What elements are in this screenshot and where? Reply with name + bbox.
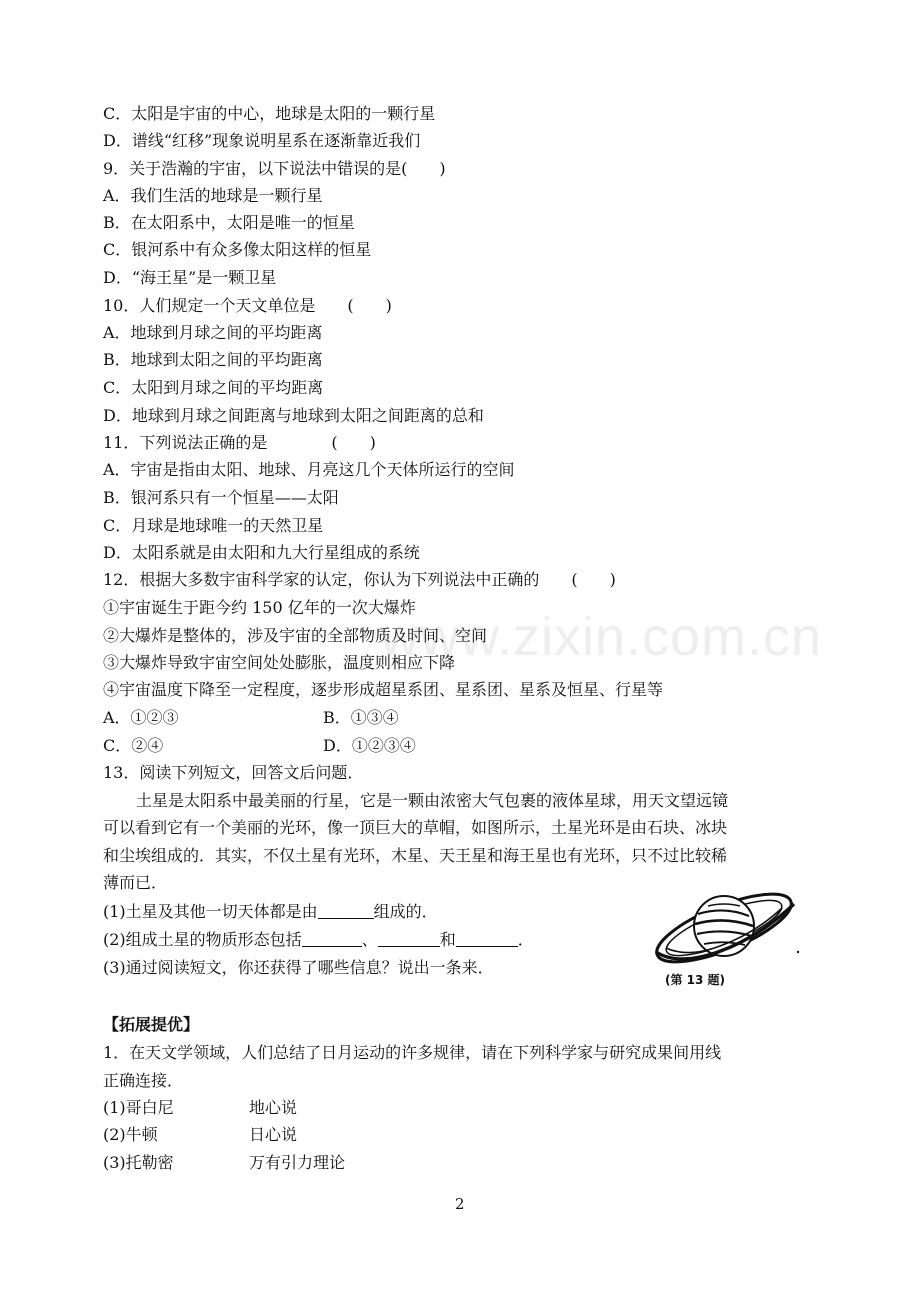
q12-option-a: A．①②③	[103, 708, 179, 727]
q13-sub2-text: (2)组成土星的物质形态包括	[103, 930, 302, 949]
ext-q1-stem-line-1: 1．在天文学领域，人们总结了日月运动的许多规律，请在下列科学家与研究成果间用线	[103, 1043, 722, 1062]
q13-stem: 13．阅读下列短文，回答文后问题．	[103, 763, 364, 782]
q9-option-a: A．我们生活的地球是一颗行星	[103, 186, 323, 205]
page-number: 2	[455, 1195, 465, 1213]
q9-stem: 9．关于浩瀚的宇宙，以下说法中错误的是( )	[103, 159, 446, 178]
separator: 、	[361, 930, 378, 949]
q12-option-c: C．②④	[103, 736, 164, 755]
q11-option-a: A．宇宙是指由太阳、地球、月亮这几个天体所运行的空间	[103, 460, 515, 479]
q9-option-c: C．银河系中有众多像太阳这样的恒星	[103, 240, 372, 259]
watermark: www.zixin.com.cn	[380, 607, 823, 667]
theory-label: 日心说	[249, 1125, 298, 1144]
q10-option-a: A．地球到月球之间的平均距离	[103, 323, 323, 342]
answer-blank[interactable]	[318, 903, 374, 919]
q8-option-c: C．太阳是宇宙的中心，地球是太阳的一颗行星	[103, 104, 436, 123]
q11-option-b: B．银河系只有一个恒星——太阳	[103, 488, 339, 507]
scientist-label: (1)哥白尼	[103, 1098, 174, 1117]
q10-option-d: D．地球到月球之间距离与地球到太阳之间距离的总和	[103, 406, 484, 425]
q12-statement-4: ④宇宙温度下降至一定程度，逐步形成超星系团、星系团、星系及恒星、行星等	[103, 680, 664, 699]
separator: 和	[439, 930, 456, 949]
q9-option-b: B．在太阳系中，太阳是唯一的恒星	[103, 213, 355, 232]
matching-pair-1	[103, 1098, 503, 1118]
theory-label: 地心说	[249, 1098, 298, 1117]
q12-option-d: D．①②③④	[323, 736, 416, 755]
q10-stem: 10．人们规定一个天文单位是 ( )	[103, 296, 392, 315]
figure-caption: (第 13 题)	[665, 973, 726, 987]
q12-stem: 12．根据大多数宇宙科学家的认定，你认为下列说法中正确的 ( )	[103, 570, 616, 589]
q13-paragraph-line-4: 薄而已．	[103, 873, 168, 892]
q13-sub-question-1	[103, 902, 438, 922]
matching-pair-2	[103, 1125, 503, 1145]
q13-sub1-suffix: 组成的．	[373, 902, 438, 921]
ext-q1-stem-line-2: 正确连接．	[103, 1071, 184, 1090]
q12-statement-2: ②大爆炸是整体的，涉及宇宙的全部物质及时间、空间	[103, 626, 488, 645]
q13-paragraph-line-2: 可以看到它有一个美丽的光环，像一顶巨大的草帽，如图所示，土星光环是由石块、冰块	[103, 818, 728, 837]
q12-option-b: B．①③④	[323, 708, 399, 727]
q12-statement-3: ③大爆炸导致宇宙空间处处膨胀，温度则相应下降	[103, 653, 456, 672]
answer-blank[interactable]	[456, 931, 518, 947]
scientist-label: (2)牛顿	[103, 1125, 158, 1144]
q8-option-d: D．谱线“红移”现象说明星系在逐渐靠近我们	[103, 131, 421, 150]
q13-paragraph-line-1: 土星是太阳系中最美丽的行星，它是一颗由浓密大气包裹的液体星球，用天文望远镜	[136, 791, 729, 810]
q12-options-row-1	[103, 708, 703, 728]
answer-blank[interactable]	[302, 931, 362, 947]
theory-label: 万有引力理论	[249, 1153, 346, 1172]
section-heading: 【拓展提优】	[103, 1015, 200, 1034]
q13-paragraph-line-3: 和尘埃组成的．其实，不仅土星有光环，木星、天王星和海王星也有光环，只不过比较稀	[103, 846, 728, 865]
scientist-label: (3)托勒密	[103, 1153, 174, 1172]
q10-option-b: B．地球到太阳之间的平均距离	[103, 350, 323, 369]
q11-option-d: D．太阳系就是由太阳和九大行星组成的系统	[103, 543, 420, 562]
q12-statement-1: ①宇宙诞生于距今约 150 亿年的一次大爆炸	[103, 598, 416, 617]
q10-option-c: C．太阳到月球之间的平均距离	[103, 378, 324, 397]
matching-pair-3	[103, 1153, 503, 1173]
q13-sub2-suffix: ．	[517, 930, 534, 949]
q12-options-row-2	[103, 736, 703, 756]
q13-sub-question-2	[103, 930, 534, 950]
q13-sub-question-3: (3)通过阅读短文，你还获得了哪些信息？说出一条来．	[103, 958, 494, 977]
q13-sub1-text: (1)土星及其他一切天体都是由	[103, 902, 318, 921]
q11-option-c: C．月球是地球唯一的天然卫星	[103, 516, 324, 535]
saturn-icon	[649, 888, 799, 975]
answer-blank[interactable]	[378, 931, 440, 947]
q9-option-d: D．“海王星”是一颗卫星	[103, 268, 277, 287]
q11-stem: 11．下列说法正确的是 ( )	[103, 433, 376, 452]
